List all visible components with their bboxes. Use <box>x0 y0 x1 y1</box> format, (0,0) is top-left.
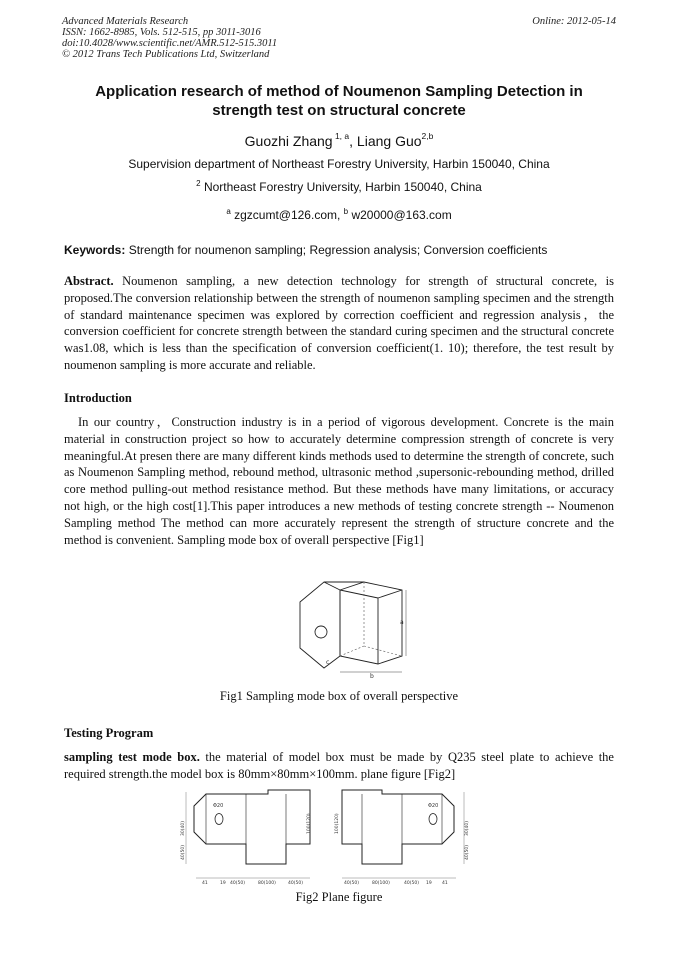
author-separator: , <box>349 133 357 149</box>
introduction-text: In our country，Construction industry is in a period of vigorous development. Concrete is the main material in construction project so how to accurately determine compression strength of concrete is very meaningful.At presen there are many different kinds methods used to determine the strength of concrete, such as Noumenon Sampling method, rebound method, ultrasonic method ,supersonic-rebounding method, drilled core method pulling-out method resistance method. But these methods have many limitations, or accuracy not high, or the high cost[1].This paper introduces a new methods of testing concrete strength -- Noumenon Sampling method The method can more accurately represent the strength of structure concrete and the method is convenient. Sampling mode box of overall perspective [Fig1] <box>64 415 614 547</box>
author-1: Guozhi Zhang <box>244 133 333 149</box>
fig2-right-dim-3: 40(50) <box>404 881 419 886</box>
fig2-plane-figure <box>176 786 472 890</box>
fig1-caption: Fig1 Sampling mode box of overall perspective <box>219 689 459 703</box>
journal-header <box>62 16 277 60</box>
author-2-affil: 2,b <box>421 131 434 141</box>
fig2-left-dim-3: 40(50) <box>230 881 245 886</box>
author-1-affil: 1, a <box>332 131 350 141</box>
fig2-left-dim-4: 80(100) <box>258 881 276 886</box>
fig1-perspective-box <box>290 578 416 680</box>
fig2-left-dim-1: 41 <box>202 881 208 886</box>
keywords-label: Keywords: <box>64 243 126 257</box>
doi: doi:10.4028/www.scientific.net/AMR.512-515.3011 <box>62 38 278 49</box>
testing-lead: sampling test mode box. <box>64 750 200 764</box>
journal-name: Advanced Materials Research <box>62 16 189 27</box>
fig2-caption: Fig2 Plane figure <box>295 890 383 904</box>
abstract <box>64 273 614 374</box>
fig2-right-dim-5: 41 <box>442 881 448 886</box>
abstract-text: Noumenon sampling, a new detection technology for strength of structural concrete, is proposed.The conversion relationship between the strength of noumenon sampling specimen and the strength of standard maintenance specimen was explored by correction coefficient and regression analysis，the conversion coefficient for concrete strength between the standard curing specimen and the structural concrete was1.08, which is less than the specification of conversion coefficient(1. 10); therefore, the test result by noumenon sampling is more accurate and reliable. <box>64 274 614 372</box>
testing-program-text <box>64 749 614 783</box>
fig2-left-hole-label: Φ20 <box>213 803 224 809</box>
title-line-1: Application research of method of Noumenon Sampling Detection in <box>95 83 583 100</box>
introduction-heading: Introduction <box>64 391 132 405</box>
keywords <box>64 243 547 257</box>
fig1-box-outline <box>340 582 402 664</box>
fig1-label-b: b <box>370 673 374 680</box>
fig1-label-c: c <box>326 659 330 666</box>
fig2-right-hole-label: Φ20 <box>428 803 439 809</box>
testing-body: the material of model box must be made by Q235 steel plate to achieve the required strength.the model box is 80mm×80mm×100mm. plane figure [Fig2] <box>64 750 614 781</box>
fig1-front-flap <box>300 582 340 668</box>
author-list <box>62 131 616 149</box>
fig2-left-height-dim: 100(120) <box>307 813 312 834</box>
title-line-2: strength test on structural concrete <box>212 102 466 119</box>
email-b-mark: b <box>343 207 349 216</box>
issn: ISSN: 1662-8985, Vols. 512-515, pp 3011-3016 <box>62 27 261 38</box>
fig2-right-dim-2: 80(100) <box>372 881 390 886</box>
fig2-left-side-dim: 30(40) <box>181 821 186 836</box>
abstract-label: Abstract. <box>64 274 114 288</box>
affiliation-2 <box>62 179 616 194</box>
fig1-hole <box>315 626 327 638</box>
affiliation-2-text: Northeast Forestry University, Harbin 150040, China <box>200 180 482 194</box>
fig2-left-dim-2: 19 <box>220 881 226 886</box>
fig2-right-net <box>334 790 470 886</box>
fig2-right-dim-1: 40(50) <box>344 881 359 886</box>
email-a: zgzcumt@126.com, <box>230 208 344 222</box>
author-2: Liang Guo <box>356 133 422 149</box>
fig2-right-side-dim-bottom: 40(50) <box>465 845 470 860</box>
fig2-right-hole <box>429 814 437 825</box>
fig2-left-side-dim-bottom: 40(50) <box>181 845 186 860</box>
fig2-right-side-dim: 30(40) <box>465 821 470 836</box>
email-a-mark: a <box>226 207 231 216</box>
keywords-text: Strength for noumenon sampling; Regression analysis; Conversion coefficients <box>125 243 548 257</box>
affiliation-1: Supervision department of Northeast Forestry University, Harbin 150040, China <box>128 157 550 171</box>
fig2-right-dim-4: 19 <box>426 881 432 886</box>
online-date: Online: 2012-05-14 <box>532 16 616 27</box>
fig2-right-height-dim: 100(120) <box>335 813 340 834</box>
fig2-left-dim-5: 40(50) <box>288 881 303 886</box>
email-b: w20000@163.com <box>348 208 452 222</box>
fig1-label-a: a <box>400 619 404 626</box>
fig2-left-net <box>180 790 312 886</box>
testing-program-heading: Testing Program <box>64 726 154 740</box>
author-emails <box>62 207 616 222</box>
affiliation-2-mark: 2 <box>196 179 201 188</box>
copyright: © 2012 Trans Tech Publications Ltd, Switzerland <box>62 49 270 60</box>
fig2-left-hole <box>215 814 223 825</box>
paper-title <box>62 82 616 120</box>
